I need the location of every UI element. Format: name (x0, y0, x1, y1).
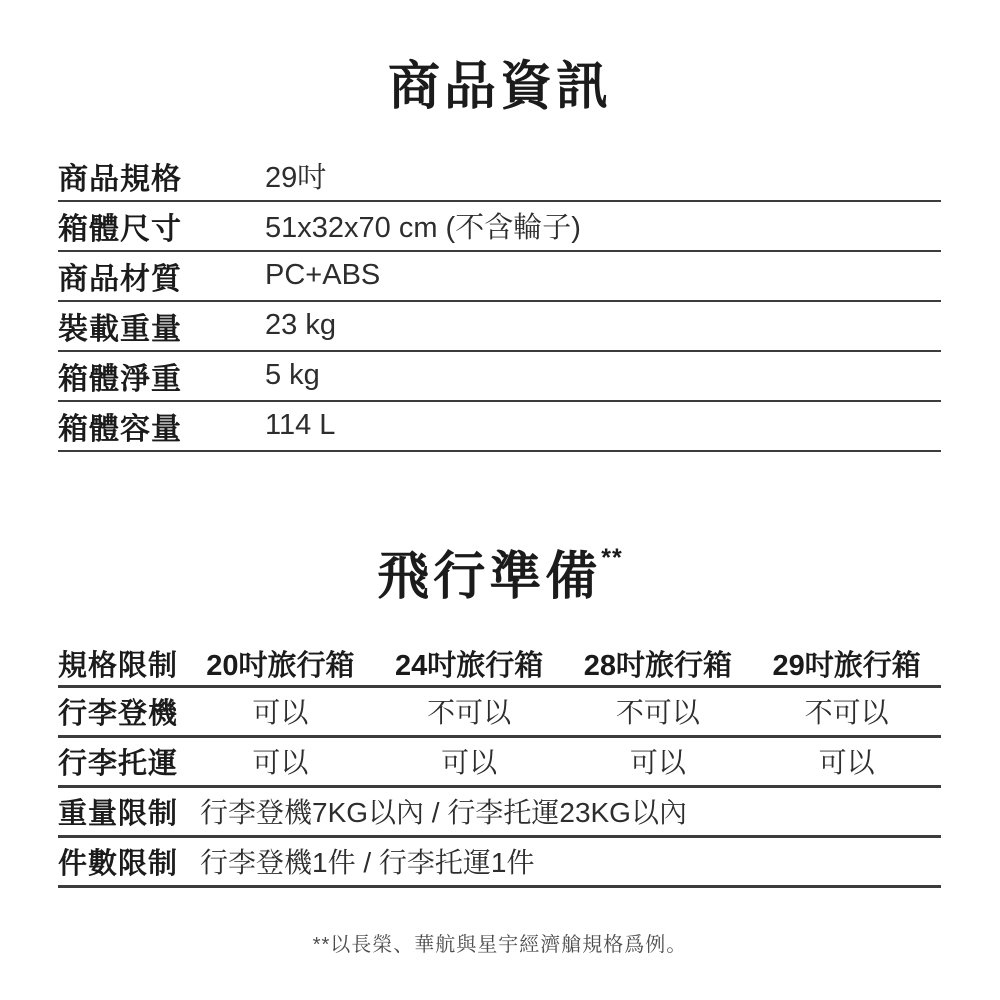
page-title-flight-prep (0, 544, 1000, 608)
cell-value: 可以 (441, 747, 498, 779)
spec-row-net-weight (58, 352, 941, 402)
row-label: 行李托運 (58, 747, 179, 780)
footnote-marker: ** (601, 543, 623, 572)
spec-label: 商品規格 (58, 162, 182, 196)
cell-value: 可以 (629, 747, 686, 779)
flight-row-carry-on (58, 688, 941, 738)
cell-value: 可以 (252, 747, 309, 779)
flight-prep-table (58, 642, 941, 888)
spec-value: 51x32x70 cm (不含輪子) (265, 212, 581, 245)
spec-label: 商品材質 (58, 262, 182, 296)
flight-row-checked (58, 738, 941, 788)
flight-header-row (58, 642, 941, 688)
row-span-value: 行李登機7KG以內 / 行李托運23KG以內 (200, 797, 687, 829)
header-cell-24inch: 24吋旅行箱 (394, 649, 544, 682)
cell-value: 可以 (818, 747, 875, 779)
flight-prep-title-text: 飛行準備 (377, 547, 602, 606)
spec-row-material (58, 252, 941, 302)
spec-label: 箱體容量 (58, 412, 182, 446)
row-label: 件數限制 (58, 847, 179, 880)
spec-row-dimensions (58, 202, 941, 252)
spec-row-capacity (58, 402, 941, 452)
row-label: 重量限制 (58, 797, 179, 830)
spec-value: 29吋 (265, 162, 327, 195)
spec-value: 5 kg (265, 359, 320, 392)
page-title-product-info: 商品資訊 (387, 58, 612, 116)
cell-value: 不可以 (804, 697, 889, 729)
header-cell-spec-limit: 規格限制 (58, 649, 179, 682)
cell-value: 可以 (252, 697, 309, 729)
row-label: 行李登機 (58, 697, 179, 730)
header-cell-29inch: 29吋旅行箱 (772, 649, 921, 682)
header-cell-20inch: 20吋旅行箱 (206, 649, 355, 682)
spec-row-size (58, 152, 941, 202)
spec-value: 23 kg (265, 309, 336, 342)
footnote: **以長榮、華航與星宇經濟艙規格爲例。 (312, 933, 688, 956)
cell-value: 不可以 (615, 697, 700, 729)
spec-label: 箱體淨重 (58, 362, 182, 396)
cell-value: 不可以 (427, 697, 512, 729)
row-span-value: 行李登機1件 / 行李托運1件 (200, 847, 535, 879)
spec-label: 箱體尺寸 (58, 212, 182, 246)
spec-value: 114 L (265, 409, 336, 442)
spec-value: PC+ABS (265, 259, 381, 292)
header-cell-28inch: 28吋旅行箱 (583, 649, 732, 682)
flight-row-piece-limit (58, 838, 941, 888)
spec-label: 裝載重量 (58, 312, 182, 346)
product-spec-table (58, 152, 941, 452)
flight-row-weight-limit (58, 788, 941, 838)
spec-row-load-weight (58, 302, 941, 352)
